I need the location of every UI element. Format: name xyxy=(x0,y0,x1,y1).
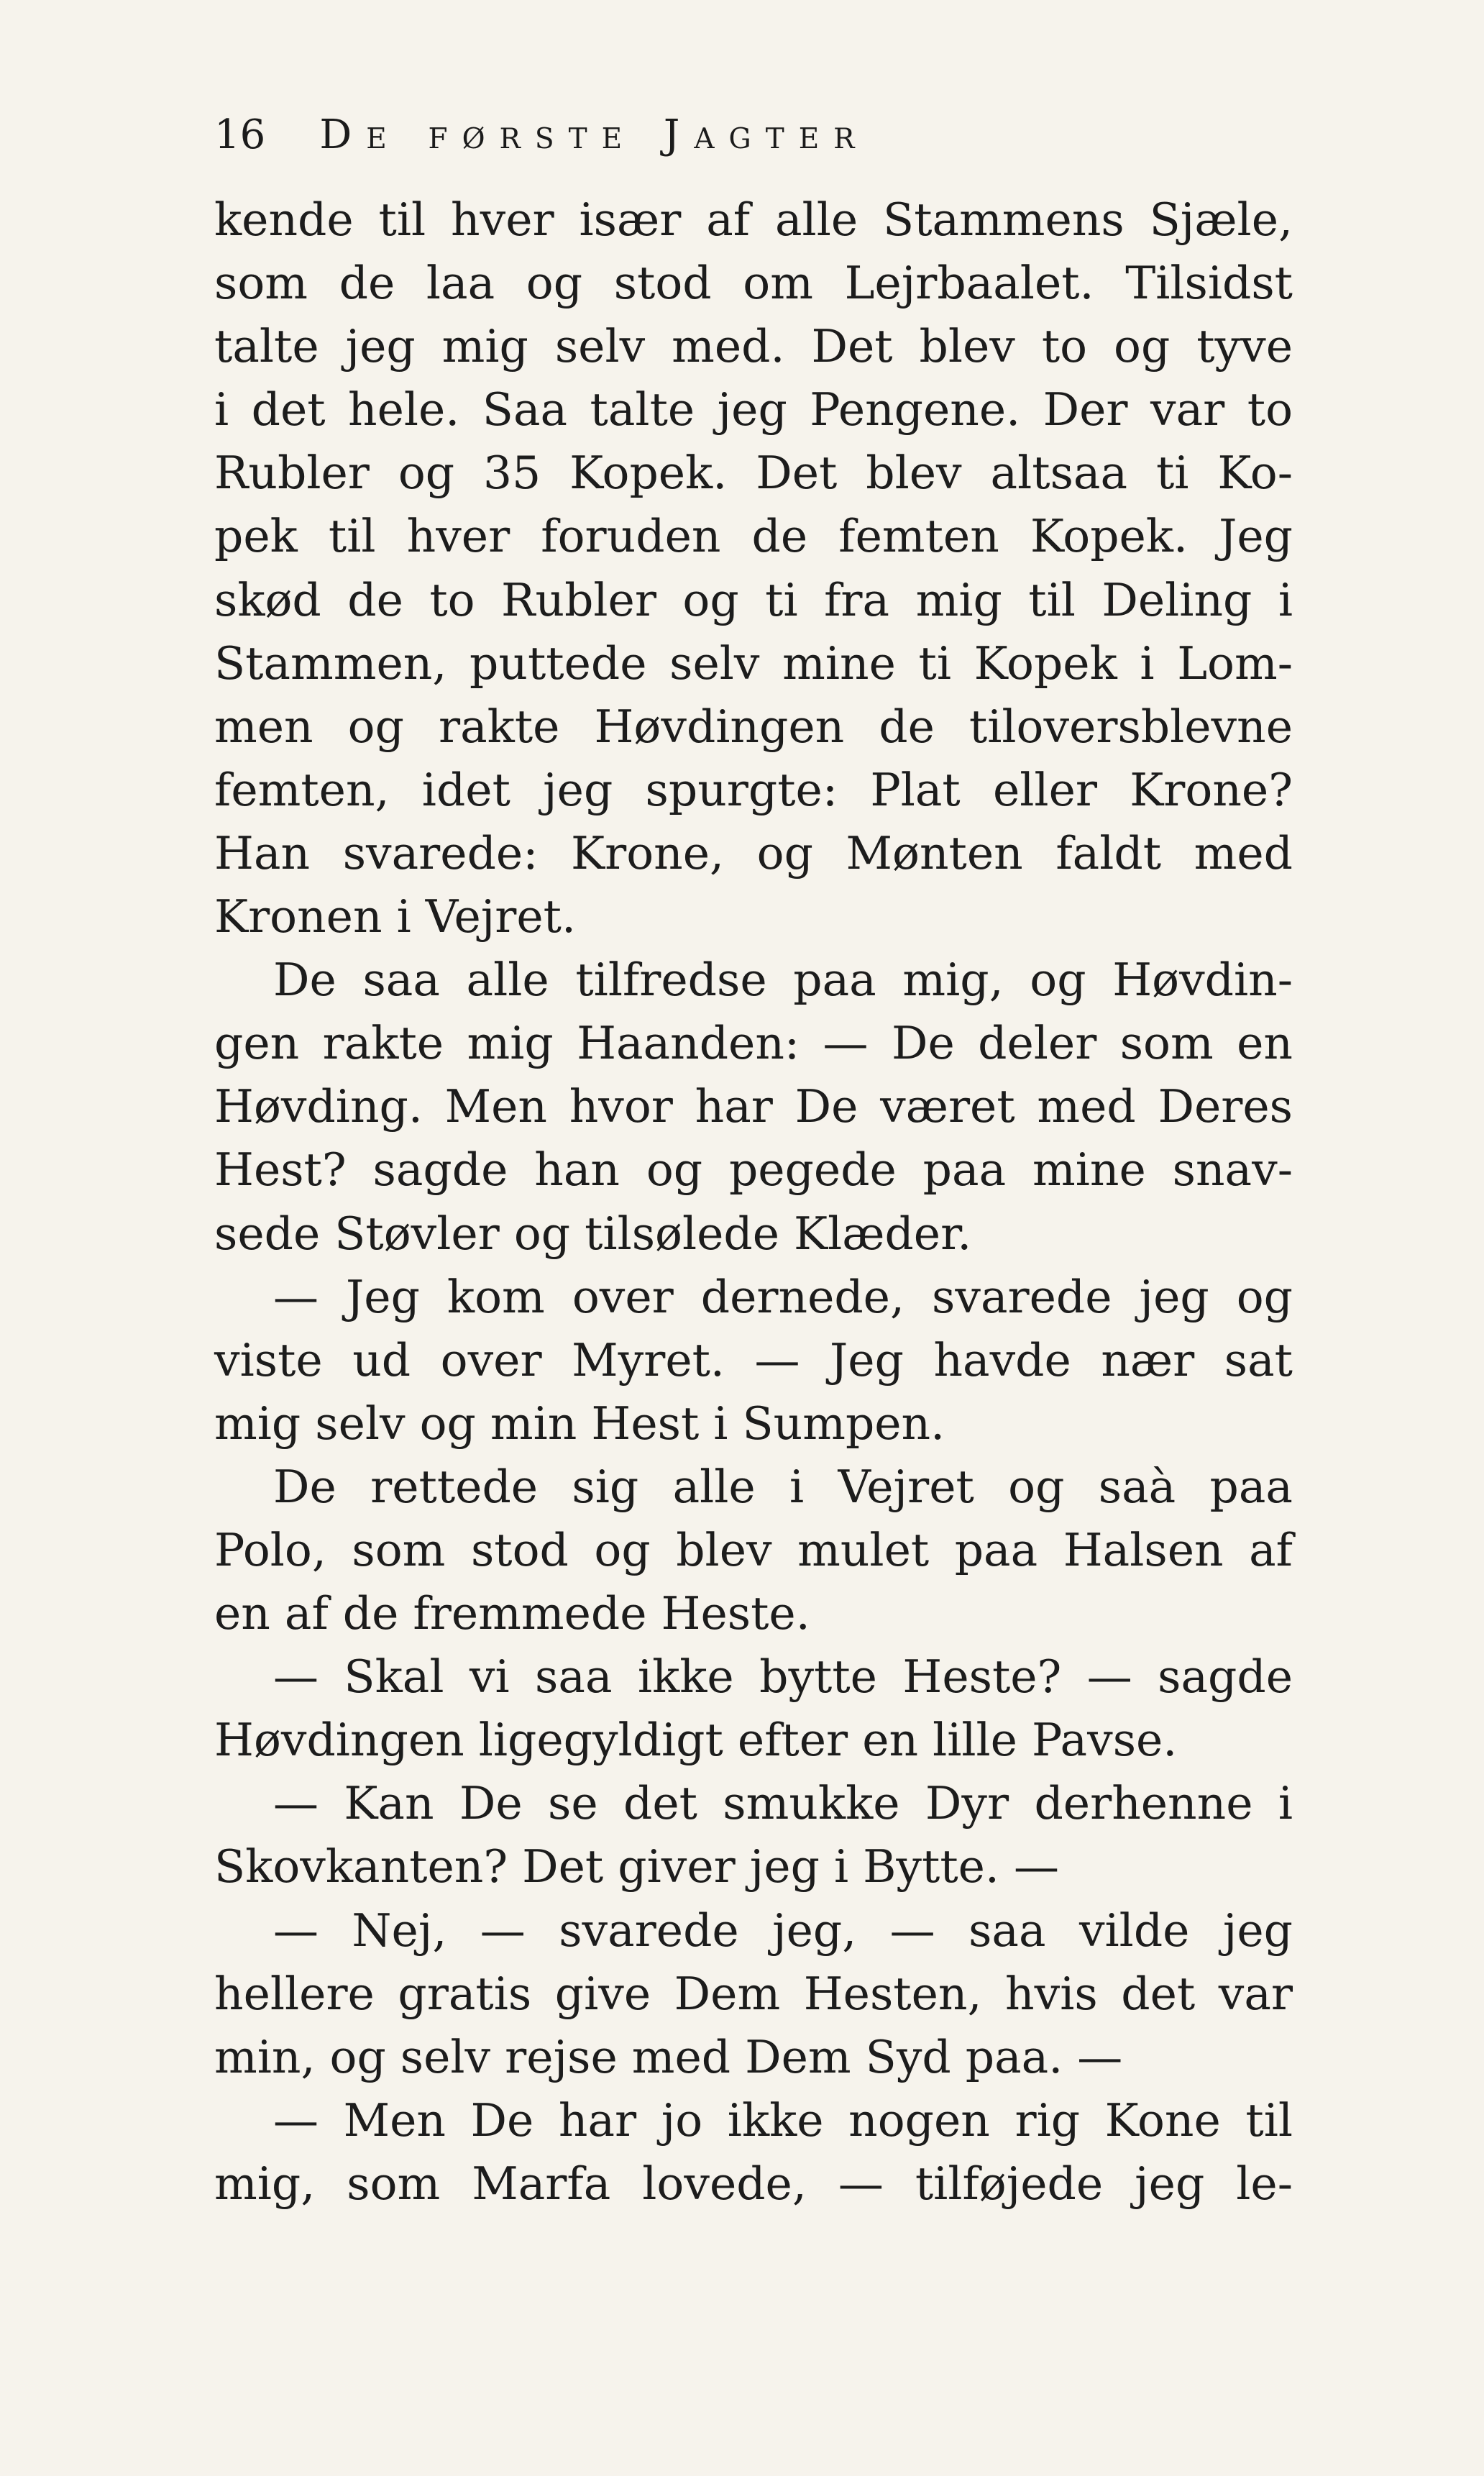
text-line: — Jeg kom over dernede, svarede jeg og xyxy=(273,1270,1293,1323)
body-text xyxy=(214,188,1293,2216)
text-line: femten, idet jeg spurgte: Plat eller Krone? xyxy=(214,763,1293,816)
text-line: Hest? sagde han og pegede paa mine snav- xyxy=(214,1143,1293,1197)
text-line: talte jeg mig selv med. Det blev to og tyve xyxy=(214,320,1293,373)
text-line: Han svarede: Krone, og Mønten faldt med xyxy=(214,826,1293,880)
text-line: som de laa og stod om Lejrbaalet. Tilsidst xyxy=(214,257,1293,310)
text-line: Høvding. Men hvor har De været med Deres xyxy=(214,1080,1293,1133)
text-line: De rettede sig alle i Vejret og saà paa xyxy=(273,1460,1293,1513)
text-line: mig, som Marfa lovede, — tilføjede jeg le- xyxy=(214,2157,1293,2210)
text-line: — Kan De se det smukke Dyr derhenne i xyxy=(273,1777,1293,1830)
text-line: viste ud over Myret. — Jeg havde nær sat xyxy=(214,1333,1293,1387)
text-line: — Nej, — svarede jeg, — saa vilde jeg xyxy=(273,1904,1293,1957)
text-line: i det hele. Saa talte jeg Pengene. Der var to xyxy=(214,383,1293,437)
text-line: pek til hver foruden de femten Kopek. Jeg xyxy=(214,510,1293,563)
text-line: sede Støvler og tilsølede Klæder. xyxy=(214,1207,972,1260)
text-line: mig selv og min Hest i Sumpen. xyxy=(214,1397,945,1450)
text-line: Polo, som stod og blev mulet paa Halsen af xyxy=(214,1523,1293,1576)
text-line: gen rakte mig Haanden: — De deler som en xyxy=(214,1017,1293,1070)
text-line: Kronen i Vejret. xyxy=(214,890,577,944)
text-line: men og rakte Høvdingen de tiloversblevne xyxy=(214,700,1293,753)
text-line: hellere gratis give Dem Hesten, hvis det var xyxy=(214,1967,1293,2020)
text-line: skød de to Rubler og ti fra mig til Deling i xyxy=(214,573,1293,626)
text-line: Høvdingen ligegyldigt efter en lille Pavse. xyxy=(214,1714,1178,1767)
text-line: Skovkanten? Det giver jeg i Bytte. — xyxy=(214,1840,1059,1893)
book-title: De første Jagter xyxy=(319,111,869,158)
page-number: 16 xyxy=(214,111,266,158)
text-line: — Skal vi saa ikke bytte Heste? — sagde xyxy=(273,1650,1293,1704)
text-line: en af de fremmede Heste. xyxy=(214,1587,810,1640)
text-line: — Men De har jo ikke nogen rig Kone til xyxy=(273,2093,1293,2147)
text-line: Stammen, puttede selv mine ti Kopek i Lom- xyxy=(214,636,1293,690)
text-line: min, og selv rejse med Dem Syd paa. — xyxy=(214,2030,1123,2083)
running-head xyxy=(214,111,1293,169)
text-line: De saa alle tilfredse paa mig, og Høvdin- xyxy=(273,954,1293,1007)
text-line: kende til hver især af alle Stammens Sjæle, xyxy=(214,193,1293,246)
text-line: Rubler og 35 Kopek. Det blev altsaa ti Ko- xyxy=(214,447,1293,500)
